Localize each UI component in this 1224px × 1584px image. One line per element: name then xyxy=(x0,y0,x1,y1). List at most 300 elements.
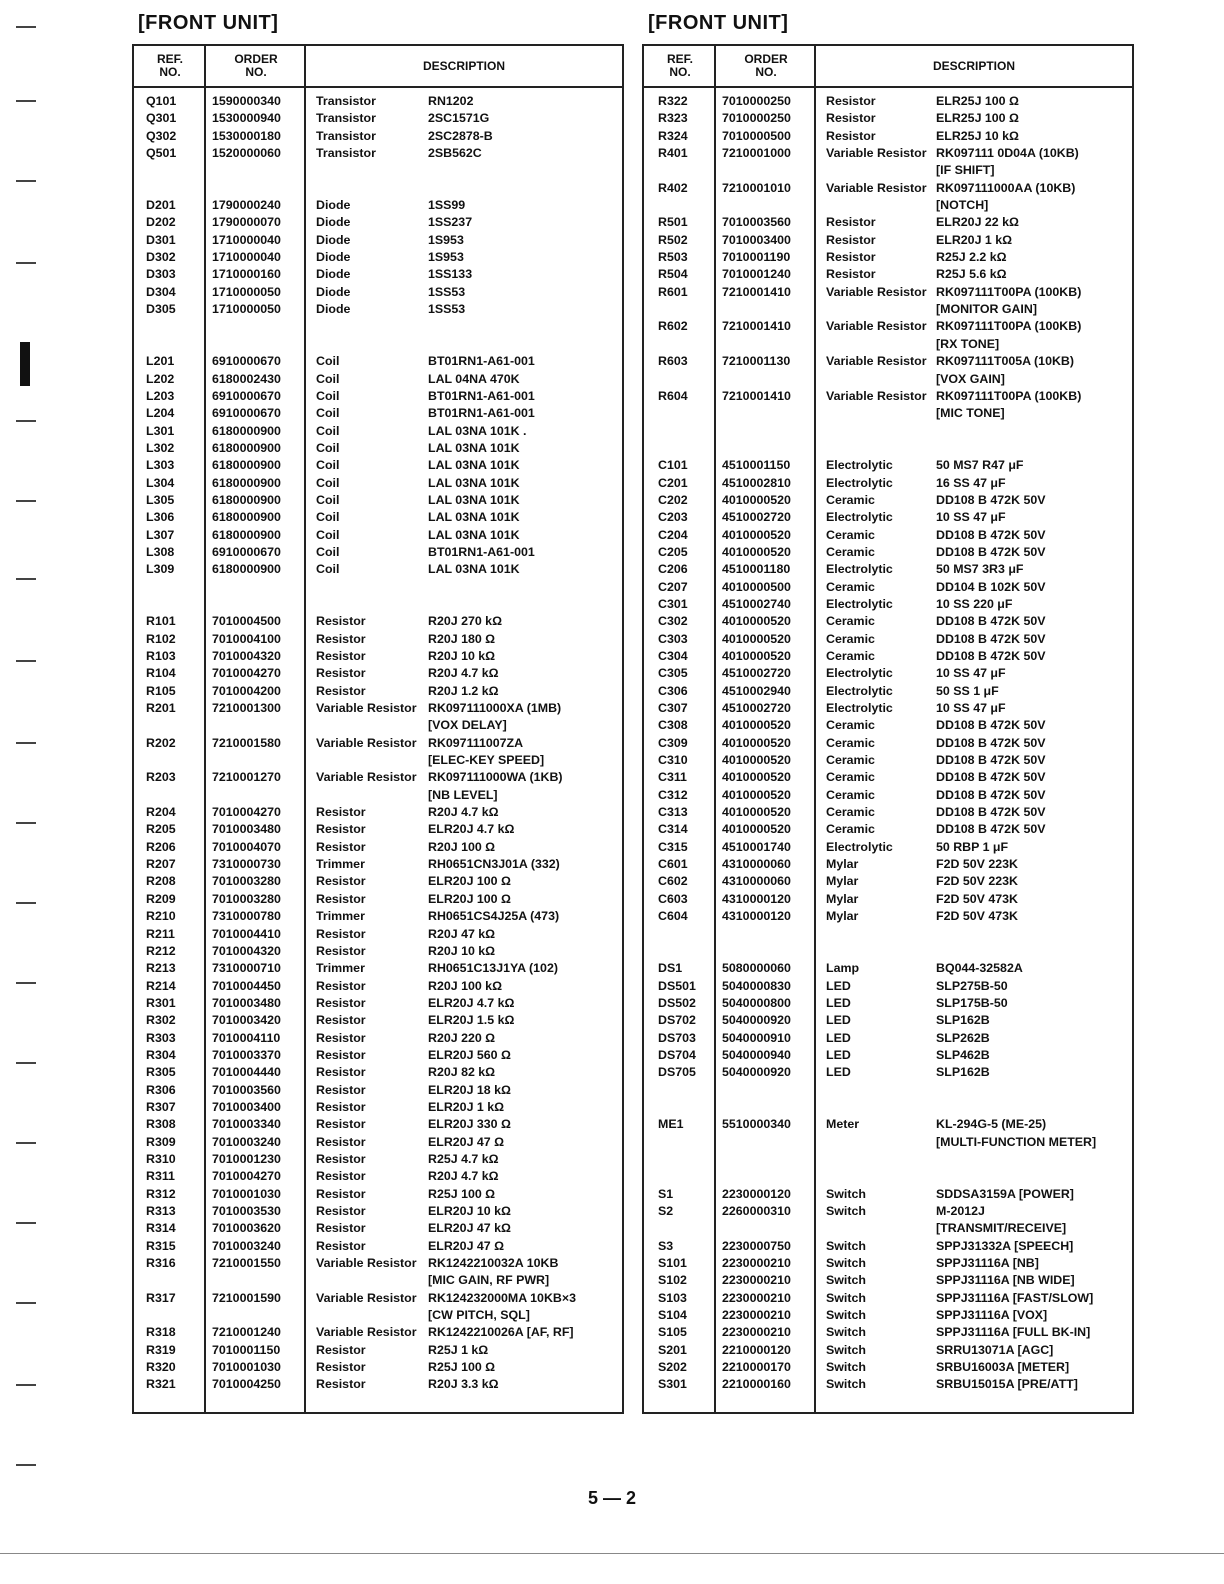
right-title: [FRONT UNIT] xyxy=(648,12,789,34)
part-type: LED xyxy=(826,995,851,1010)
ref-no: S3 xyxy=(658,1238,674,1253)
order-no: 7010003560 xyxy=(722,215,791,230)
part-type: Coil xyxy=(316,510,340,525)
part-spec: DD108 B 472K 50V xyxy=(936,735,1046,750)
ref-no: R214 xyxy=(146,978,176,993)
ref-no: C308 xyxy=(658,718,688,733)
ref-no: R311 xyxy=(146,1169,175,1184)
order-no: 2210000160 xyxy=(722,1377,791,1392)
part-spec: R20J 4.7 kΩ xyxy=(428,805,499,820)
part-type: Transistor xyxy=(316,146,376,161)
table-row xyxy=(644,1239,1132,1256)
part-spec: F2D 50V 223K xyxy=(936,857,1018,872)
part-spec: LAL 03NA 101K xyxy=(428,458,520,473)
part-spec: 50 MS7 3R3 μF xyxy=(936,562,1024,577)
part-spec: R25J 5.6 kΩ xyxy=(936,267,1007,282)
margin-mark xyxy=(16,1464,36,1466)
table-row xyxy=(644,129,1132,146)
order-no: 4010000520 xyxy=(722,735,791,750)
ref-no: R304 xyxy=(146,1047,176,1062)
part-type: Ceramic xyxy=(826,527,875,542)
order-no: 5040000910 xyxy=(722,1030,791,1045)
order-no: 7010004440 xyxy=(212,1065,281,1080)
ref-no: C315 xyxy=(658,839,688,854)
margin-mark xyxy=(16,500,36,502)
ref-no: L303 xyxy=(146,458,175,473)
table-row xyxy=(134,597,622,614)
order-no: 4510001180 xyxy=(722,562,791,577)
part-spec: 10 SS 220 μF xyxy=(936,596,1013,611)
table-row xyxy=(134,1083,622,1100)
part-spec: SPPJ31116A [VOX] xyxy=(936,1308,1048,1323)
table-row xyxy=(134,493,622,510)
ref-no: R103 xyxy=(146,649,176,663)
ref-no: R318 xyxy=(146,1325,176,1340)
table-row xyxy=(134,1152,622,1169)
part-spec: [NB LEVEL] xyxy=(428,787,498,802)
table-row xyxy=(134,736,622,753)
ref-no: R319 xyxy=(146,1342,176,1357)
part-spec: DD108 B 472K 50V xyxy=(936,631,1046,646)
ref-no: D201 xyxy=(146,198,176,213)
ref-no: R209 xyxy=(146,891,176,906)
order-no: 6180000900 xyxy=(212,423,281,438)
part-spec: 2SC1571G xyxy=(428,111,490,126)
table-row xyxy=(644,788,1132,805)
ref-no: R314 xyxy=(146,1221,176,1236)
table-row xyxy=(644,302,1132,319)
ref-no: R210 xyxy=(146,909,176,924)
part-spec: R20J 10 kΩ xyxy=(428,649,496,663)
table-row xyxy=(644,1273,1132,1290)
part-spec: BT01RN1-A61-001 xyxy=(428,406,535,421)
margin-mark xyxy=(16,1384,36,1386)
part-type: LED xyxy=(826,1047,851,1062)
ref-no: C604 xyxy=(658,909,688,924)
part-spec: ELR20J 330 Ω xyxy=(428,1117,511,1132)
part-spec: 50 MS7 R47 μF xyxy=(936,458,1024,473)
table-row xyxy=(644,215,1132,232)
ref-no: DS704 xyxy=(658,1047,696,1062)
part-spec: DD104 B 102K 50V xyxy=(936,579,1046,594)
order-no: 7010003280 xyxy=(212,874,281,889)
ref-no: R601 xyxy=(658,284,688,299)
part-type: Mylar xyxy=(826,909,859,924)
table-row xyxy=(644,337,1132,354)
part-spec: DD108 B 472K 50V xyxy=(936,805,1046,820)
order-no: 2210000170 xyxy=(722,1360,791,1375)
table-row xyxy=(644,1256,1132,1273)
part-spec: ELR20J 47 kΩ xyxy=(428,1221,511,1236)
ref-no: L302 xyxy=(146,440,175,455)
order-no: 4010000520 xyxy=(722,787,791,802)
part-spec: DD108 B 472K 50V xyxy=(936,527,1046,542)
order-no: 7010004200 xyxy=(212,683,281,698)
table-row xyxy=(134,701,622,718)
part-spec: R20J 100 kΩ xyxy=(428,978,503,993)
ref-no: L204 xyxy=(146,406,175,421)
part-type: Electrolytic xyxy=(826,596,893,611)
table-row xyxy=(644,770,1132,787)
table-row xyxy=(134,1065,622,1082)
table-row xyxy=(644,233,1132,250)
part-type: Resistor xyxy=(826,128,876,143)
part-spec: RH0651C13J1YA (102) xyxy=(428,961,558,976)
margin-mark xyxy=(16,660,36,662)
order-no: 4310000120 xyxy=(722,891,791,906)
table-row xyxy=(134,961,622,978)
order-no: 7010001030 xyxy=(212,1186,281,1201)
order-no: 4010000520 xyxy=(722,753,791,768)
part-type: Variable Resistor xyxy=(826,319,927,334)
order-no: 2230000210 xyxy=(722,1290,791,1305)
order-no: 4510002940 xyxy=(722,683,791,698)
part-spec: R25J 4.7 kΩ xyxy=(428,1151,499,1166)
part-spec: RK097111000AA (10KB) xyxy=(936,180,1076,195)
part-spec: SRRU13071A [AGC] xyxy=(936,1342,1054,1357)
ref-no: R102 xyxy=(146,631,176,646)
ref-no: D303 xyxy=(146,267,176,282)
ref-no: R401 xyxy=(658,146,688,161)
ref-no: L202 xyxy=(146,371,175,386)
order-no: 2230000210 xyxy=(722,1308,791,1323)
part-type: Resistor xyxy=(826,94,876,108)
order-no: 7010003530 xyxy=(212,1204,281,1218)
part-type: Switch xyxy=(826,1290,866,1305)
ref-no: R305 xyxy=(146,1065,176,1080)
order-no: 7010004270 xyxy=(212,666,281,681)
order-no: 4310000120 xyxy=(722,909,791,924)
part-spec: DD108 B 472K 50V xyxy=(936,787,1046,802)
ref-no: DS502 xyxy=(658,995,696,1010)
ref-no: R205 xyxy=(146,822,176,837)
part-spec: 10 SS 47 μF xyxy=(936,701,1006,716)
part-spec: RH0651CS4J25A (473) xyxy=(428,909,560,924)
part-type: Resistor xyxy=(316,1169,366,1184)
ref-no: C302 xyxy=(658,614,688,629)
part-type: Resistor xyxy=(826,232,876,247)
part-spec: SPPJ31332A [SPEECH] xyxy=(936,1238,1074,1253)
order-no: 4010000520 xyxy=(722,631,791,646)
part-type: Variable Resistor xyxy=(826,146,927,161)
order-no: 4010000520 xyxy=(722,822,791,837)
table-row xyxy=(134,718,622,735)
part-type: Resistor xyxy=(316,805,366,820)
ref-no: C311 xyxy=(658,770,687,785)
order-no: 6180000900 xyxy=(212,440,281,455)
ref-no: L306 xyxy=(146,510,175,525)
order-no: 7010001240 xyxy=(722,267,791,282)
order-no: 7010001030 xyxy=(212,1360,281,1375)
order-no: 4510002720 xyxy=(722,701,791,716)
table-row xyxy=(644,874,1132,891)
margin-mark xyxy=(16,1142,36,1144)
part-spec: DD108 B 472K 50V xyxy=(936,492,1046,507)
part-spec: LAL 04NA 470K xyxy=(428,371,520,386)
part-type: Variable Resistor xyxy=(316,770,417,785)
table-row xyxy=(644,909,1132,926)
part-spec: R20J 3.3 kΩ xyxy=(428,1377,499,1392)
margin-mark xyxy=(16,1302,36,1304)
ref-no: R308 xyxy=(146,1117,176,1132)
part-type: Switch xyxy=(826,1273,866,1288)
order-no: 7310000710 xyxy=(212,961,281,976)
table-row xyxy=(644,545,1132,562)
ref-no: C207 xyxy=(658,579,688,594)
table-row xyxy=(644,961,1132,978)
order-no: 7010000250 xyxy=(722,94,791,108)
part-type: Resistor xyxy=(316,1238,366,1253)
ref-no: Q501 xyxy=(146,146,177,161)
table-row xyxy=(134,1117,622,1134)
order-no: 5040000940 xyxy=(722,1047,791,1062)
ref-no: C309 xyxy=(658,735,688,750)
ref-no: C205 xyxy=(658,544,688,559)
ref-no: C310 xyxy=(658,753,688,768)
part-type: Ceramic xyxy=(826,579,875,594)
table-row xyxy=(134,892,622,909)
part-type: Coil xyxy=(316,562,340,577)
part-type: Coil xyxy=(316,423,340,438)
order-no: 1530000940 xyxy=(212,111,281,126)
part-spec: 16 SS 47 μF xyxy=(936,475,1006,490)
part-type: Resistor xyxy=(316,1047,366,1062)
table-row xyxy=(644,597,1132,614)
part-spec: SPPJ31116A [FAST/SLOW] xyxy=(936,1290,1094,1305)
part-spec: DD108 B 472K 50V xyxy=(936,718,1046,733)
ref-no: C314 xyxy=(658,822,688,837)
ref-no: C601 xyxy=(658,857,688,872)
part-type: Switch xyxy=(826,1377,866,1392)
part-spec: ELR20J 560 Ω xyxy=(428,1047,511,1062)
part-type: Coil xyxy=(316,354,340,369)
part-type: Mylar xyxy=(826,891,859,906)
order-no: 7010000250 xyxy=(722,111,791,126)
part-type: Resistor xyxy=(316,943,366,958)
table-row xyxy=(134,1256,622,1273)
order-no: 1520000060 xyxy=(212,146,281,161)
part-spec: RH0651CN3J01A (332) xyxy=(428,857,560,872)
order-no: 7010004270 xyxy=(212,1169,281,1184)
part-type: Switch xyxy=(826,1256,866,1271)
part-spec: RK097111000WA (1KB) xyxy=(428,770,563,785)
part-type: Ceramic xyxy=(826,770,875,785)
part-type: Variable Resistor xyxy=(316,1325,417,1340)
ref-no: C313 xyxy=(658,805,688,820)
part-type: Ceramic xyxy=(826,822,875,837)
order-no: 7010004410 xyxy=(212,926,281,941)
part-spec: RK097111T00PA (100KB) xyxy=(936,284,1082,299)
part-spec: ELR20J 47 Ω xyxy=(428,1238,505,1253)
part-spec: RK097111007ZA xyxy=(428,735,524,750)
order-no: 7010003340 xyxy=(212,1117,281,1132)
table-row xyxy=(644,684,1132,701)
table-row xyxy=(644,857,1132,874)
part-spec: [TRANSMIT/RECEIVE] xyxy=(936,1221,1067,1236)
ref-no: C304 xyxy=(658,649,688,663)
table-row xyxy=(644,1117,1132,1134)
ref-no: L305 xyxy=(146,492,175,507)
order-no: 4510001150 xyxy=(722,458,791,473)
part-spec: LAL 03NA 101K xyxy=(428,527,520,542)
part-type: Diode xyxy=(316,232,351,247)
part-spec: ELR25J 100 Ω xyxy=(936,94,1019,108)
order-no: 7010003480 xyxy=(212,995,281,1010)
order-no: 4510002810 xyxy=(722,475,791,490)
part-spec: R20J 180 Ω xyxy=(428,631,496,646)
part-type: Resistor xyxy=(316,926,366,941)
table-row xyxy=(134,94,622,111)
table-row xyxy=(134,1308,622,1325)
part-type: Ceramic xyxy=(826,544,875,559)
part-spec: R20J 1.2 kΩ xyxy=(428,683,499,698)
ref-no: S301 xyxy=(658,1377,687,1392)
part-spec: [VOX DELAY] xyxy=(428,718,507,733)
ref-no: C603 xyxy=(658,891,688,906)
order-no: 7210001000 xyxy=(722,146,791,161)
table-row xyxy=(644,354,1132,371)
table-row xyxy=(134,927,622,944)
part-type: Diode xyxy=(316,215,351,230)
table-row xyxy=(134,129,622,146)
ref-no: R203 xyxy=(146,770,176,785)
ref-no: R303 xyxy=(146,1030,176,1045)
part-spec: 1S953 xyxy=(428,250,464,265)
part-type: Diode xyxy=(316,198,351,213)
margin-mark xyxy=(16,1222,36,1224)
table-row xyxy=(644,1152,1132,1169)
order-no: 4010000500 xyxy=(722,579,791,594)
table-row xyxy=(134,285,622,302)
part-spec: RK097111000XA (1MB) xyxy=(428,701,562,716)
table-row xyxy=(134,753,622,770)
part-type: Ceramic xyxy=(826,631,875,646)
ref-no: R502 xyxy=(658,232,688,247)
part-type: Electrolytic xyxy=(826,562,893,577)
order-no: 2260000310 xyxy=(722,1204,791,1218)
part-type: Trimmer xyxy=(316,857,365,872)
margin-mark xyxy=(16,578,36,580)
order-no: 7210001010 xyxy=(722,180,791,195)
order-no: 1710000050 xyxy=(212,302,281,317)
table-row xyxy=(134,163,622,180)
part-type: Coil xyxy=(316,458,340,473)
col-ref-header: REF. NO. xyxy=(156,52,183,79)
part-type: LED xyxy=(826,1030,851,1045)
part-type: Resistor xyxy=(316,1221,366,1236)
part-spec: RK097111T00PA (100KB) xyxy=(936,388,1082,403)
table-row xyxy=(644,892,1132,909)
order-no: 1710000050 xyxy=(212,284,281,299)
ref-no: L301 xyxy=(146,423,175,438)
col-desc-header: DESCRIPTION xyxy=(422,58,505,73)
ref-no: C306 xyxy=(658,683,688,698)
table-row xyxy=(134,267,622,284)
part-spec: F2D 50V 473K xyxy=(936,909,1018,924)
part-type: Resistor xyxy=(826,111,876,126)
table-row xyxy=(134,1100,622,1117)
ref-no: Q302 xyxy=(146,128,177,143)
part-spec: R25J 100 Ω xyxy=(428,1186,496,1201)
part-spec: [MIC GAIN, RF PWR] xyxy=(428,1273,550,1288)
part-spec: SLP262B xyxy=(936,1030,990,1045)
table-row xyxy=(134,545,622,562)
ref-no: L309 xyxy=(146,562,175,577)
order-no: 2230000120 xyxy=(722,1186,791,1201)
table-row xyxy=(644,1360,1132,1377)
part-type: Variable Resistor xyxy=(826,180,927,195)
table-row xyxy=(644,632,1132,649)
margin-mark xyxy=(16,262,36,264)
part-type: Resistor xyxy=(316,822,366,837)
table-row xyxy=(644,996,1132,1013)
order-no: 7010000500 xyxy=(722,128,791,143)
order-no: 7010003370 xyxy=(212,1047,281,1062)
ref-no: R309 xyxy=(146,1134,176,1149)
order-no: 7010004450 xyxy=(212,978,281,993)
ref-no: R202 xyxy=(146,735,176,750)
table-row xyxy=(134,874,622,891)
table-row xyxy=(134,111,622,128)
ref-no: R503 xyxy=(658,250,688,265)
ref-no: C303 xyxy=(658,631,688,646)
ref-no: R320 xyxy=(146,1360,176,1375)
ref-no: Q101 xyxy=(146,94,177,108)
part-type: Ceramic xyxy=(826,649,875,663)
part-type: Coil xyxy=(316,527,340,542)
table-header xyxy=(134,46,622,88)
table-row xyxy=(134,1325,622,1342)
part-type: Coil xyxy=(316,371,340,386)
table-row xyxy=(644,701,1132,718)
order-no: 4010000520 xyxy=(722,544,791,559)
ref-no: R302 xyxy=(146,1013,176,1028)
ref-no: S105 xyxy=(658,1325,687,1340)
table-row xyxy=(134,181,622,198)
order-no: 4010000520 xyxy=(722,527,791,542)
table-row xyxy=(134,614,622,631)
part-spec: BQ044-32582A xyxy=(936,961,1023,976)
table-row xyxy=(644,718,1132,735)
table-row xyxy=(644,1100,1132,1117)
margin-mark xyxy=(16,420,36,422)
order-no: 1710000040 xyxy=(212,232,281,247)
order-no: 2230000210 xyxy=(722,1273,791,1288)
ref-no: R204 xyxy=(146,805,176,820)
part-spec: SPPJ31116A [FULL BK-IN] xyxy=(936,1325,1091,1340)
order-no: 7010003480 xyxy=(212,822,281,837)
table-row xyxy=(134,822,622,839)
order-no: 2230000210 xyxy=(722,1256,791,1271)
order-no: 7010003420 xyxy=(212,1013,281,1028)
part-spec: LAL 03NA 101K xyxy=(428,510,520,525)
part-spec: ELR20J 1.5 kΩ xyxy=(428,1013,515,1028)
table-row xyxy=(644,493,1132,510)
part-type: Resistor xyxy=(316,1151,366,1166)
part-spec: 1SS53 xyxy=(428,302,466,317)
part-spec: ELR25J 10 kΩ xyxy=(936,128,1019,143)
table-row xyxy=(644,389,1132,406)
part-type: Variable Resistor xyxy=(316,1290,417,1305)
part-type: Variable Resistor xyxy=(316,1256,417,1271)
order-no: 7010003400 xyxy=(212,1099,281,1114)
part-type: Ceramic xyxy=(826,718,875,733)
part-spec: DD108 B 472K 50V xyxy=(936,753,1046,768)
order-no: 6910000670 xyxy=(212,388,281,403)
order-no: 4310000060 xyxy=(722,874,791,889)
table-row xyxy=(134,215,622,232)
table-row xyxy=(134,580,622,597)
